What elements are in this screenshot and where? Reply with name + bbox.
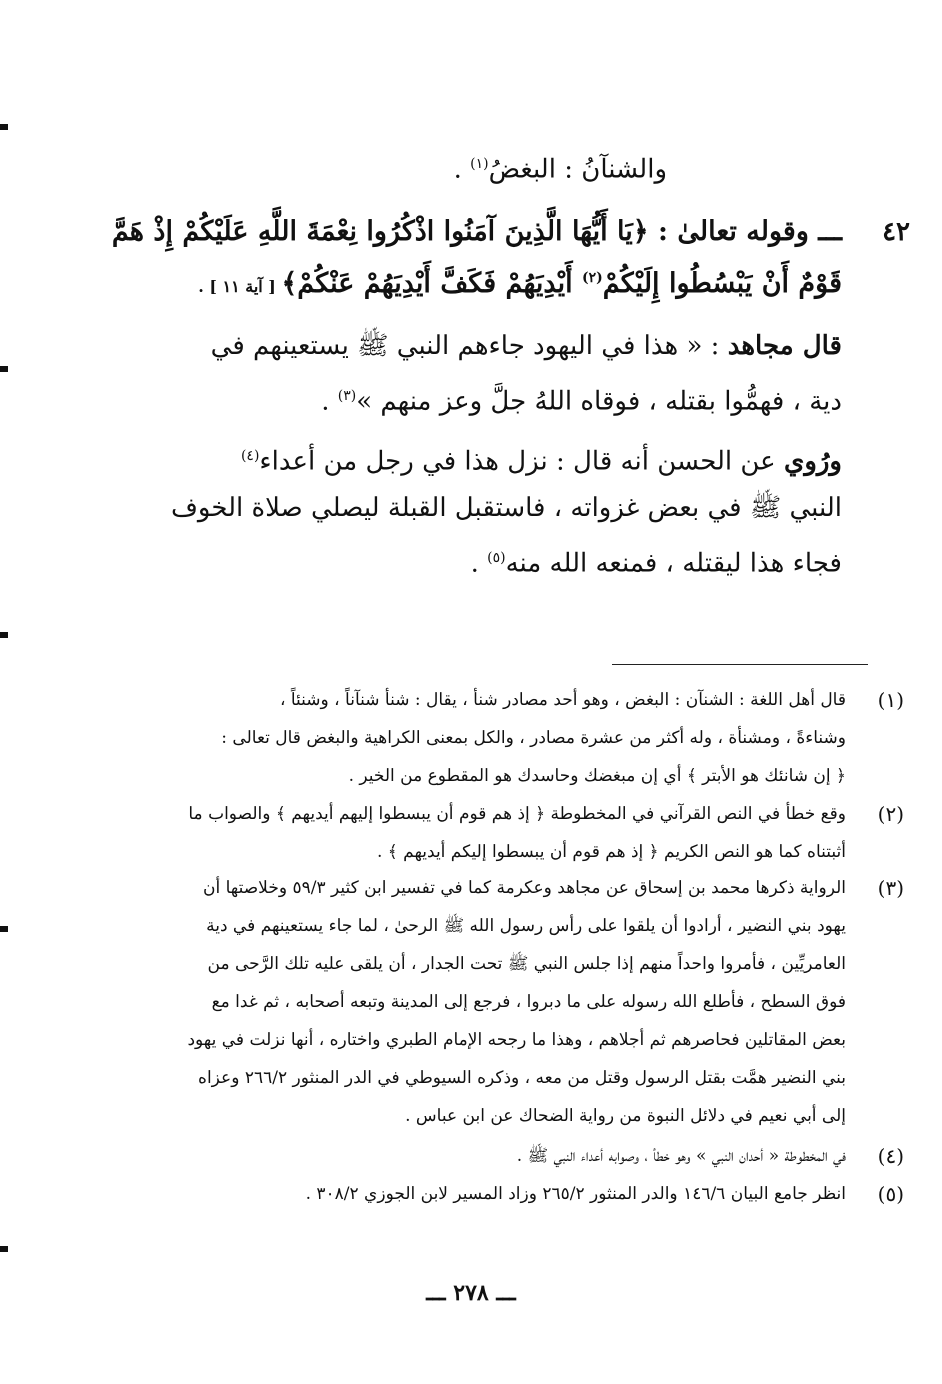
hasan-text-3: فجاء هذا ليقتله ، فمنعه الله منه bbox=[505, 548, 842, 579]
shanaan-end: . bbox=[453, 154, 471, 185]
aya-reference: [ آية ١١ ] . bbox=[198, 277, 282, 296]
mujahid-text-1: : « هذا في اليهود جاءهم النبي ﷺ يستعينهم في bbox=[210, 331, 728, 361]
mujahid-text-2: دية ، فهمُّوا بقتله ، فوقاه اللهُ جلَّ وعز منهم » bbox=[356, 386, 842, 417]
edge-mark bbox=[0, 632, 8, 638]
verse-text-2: قَوْمٌ أَنْ يَبْسُطُوا إِلَيْكُمْ bbox=[602, 268, 842, 299]
footnote-3-line-7: إلى أبي نعيم في دلائل النبوة من رواية الضحاك عن ابن عباس . bbox=[405, 1106, 846, 1126]
footnote-3-line-4: فوق السطح ، فأطلع الله رسوله على ما دبروا ، فرجع إلى المدينة وتبعه أصحابه ، ثم غدا مع bbox=[211, 992, 846, 1012]
footnote-ref-2: (٢) bbox=[582, 270, 603, 286]
footnote-number-2: (٢) bbox=[877, 802, 904, 826]
footnote-5-line-1: انظر جامع البيان ١٤٦/٦ والدر المنثور ٢٦٥/٢ وزاد المسير لابن الجوزي ٣٠٨/٢ . bbox=[305, 1184, 846, 1204]
footnote-3-line-5: بعض المقاتلين فحاصرهم ثم أجلاهم ، وهذا ما رجحه الإمام الطبري واختاره ، أنها نزلت في يهود bbox=[187, 1030, 846, 1050]
footnote-ref-5: (٥) bbox=[487, 550, 506, 566]
edge-mark bbox=[0, 124, 8, 130]
footnote-ref-4: (٤) bbox=[240, 448, 260, 464]
footnote-ref-3: (٣) bbox=[337, 388, 357, 404]
footnote-1-line-1: قال أهل اللغة : الشنآن : البغض ، وهو أحد مصادر شنأ ، يقال : شنأ شنآناً ، وشنئاً ، bbox=[279, 690, 846, 710]
footnote-ref-1: (١) bbox=[470, 156, 489, 172]
hasan-end: . bbox=[470, 548, 488, 579]
edge-mark bbox=[0, 926, 8, 932]
verse-number: ٤٢ bbox=[882, 217, 910, 247]
footnote-3-line-2: يهود بني النضير ، أرادوا أن يلقوا على رأس رسول الله ﷺ الرحىٰ ، لما جاء يستعينهم في دية bbox=[206, 916, 846, 936]
footnote-4-line-1: في المخطوطة « أحدان النبي » وهو خطأ ، وصوابه أعداء النبي ﷺ . bbox=[516, 1146, 846, 1166]
footnote-number-3: (٣) bbox=[877, 876, 904, 900]
footnote-2-line-1: وقع خطأ في النص القرآني في المخطوطة ﴿ إذ هم قوم أن يبسطوا إليهم أيديهم ﴾ والصواب ما bbox=[188, 804, 846, 824]
hasan-text-2: النبي ﷺ في بعض غزواته ، فاستقبل القبلة ليصلي صلاة الخوف bbox=[170, 493, 842, 523]
mujahid-end: . bbox=[321, 386, 338, 417]
edge-mark bbox=[0, 366, 8, 372]
footnote-3-line-1: الرواية ذكرها محمد بن إسحاق عن مجاهد وعكرمة كما في تفسير ابن كثير ٥٩/٣ وخلاصتها أن bbox=[202, 878, 846, 898]
page-number: ـــ ٢٧٨ ـــ bbox=[426, 1280, 516, 1306]
edge-mark bbox=[0, 1246, 8, 1252]
footnote-number-4: (٤) bbox=[877, 1144, 904, 1168]
footnote-2-line-2: أثبتناه كما هو النص الكريم ﴿ إذ هم قوم أن يبسطوا إليكم أيديهم ﴾ . bbox=[376, 842, 846, 862]
verse-text-2-rest: أَيْدِيَهُمْ فَكَفَّ أَيْدِيَهُمْ عَنْكُمْ﴾ bbox=[281, 268, 583, 299]
hasan-text-1: عن الحسن أنه قال : نزل هذا في رجل من أعداء bbox=[259, 446, 784, 477]
footnote-3-line-3: العامريِّين ، فأمروا واحداً منهم إذا جلس النبي ﷺ تحت الجدار ، أن يلقى عليه تلك الرَّحى من bbox=[207, 954, 846, 974]
mujahid-label: قال مجاهد bbox=[727, 331, 842, 361]
footnote-1-line-2: وشناءةً ، ومشنأة ، وله أكثر من عشرة مصادر ، والكل بمعنى الكراهية والبغض قال تعالى : bbox=[221, 728, 846, 748]
hasan-label: ورُوي bbox=[783, 446, 842, 477]
footnote-number-1: (١) bbox=[877, 688, 904, 712]
shanaan-text: والشنآنُ : البغضُ bbox=[488, 154, 667, 185]
footnote-3-line-6: بني النضير همَّت بقتل الرسول وقتل من معه ، وذكره السيوطي في الدر المنثور ٢٦٦/٢ وعزاه bbox=[198, 1068, 846, 1088]
footnote-1-line-3: ﴿ إن شانئك هو الأبتر ﴾ أي إن مبغضك وحاسدك هو المقطوع من الخير . bbox=[348, 766, 846, 786]
verse-text-1: ـــ وقوله تعالىٰ : ﴿يَا أَيُّهَا الَّذِينَ آمَنُوا اذْكُرُوا نِعْمَةَ اللَّهِ عَلَيْكُمْ إِذْ هَمَّ bbox=[111, 216, 842, 247]
footnote-number-5: (٥) bbox=[877, 1182, 904, 1206]
